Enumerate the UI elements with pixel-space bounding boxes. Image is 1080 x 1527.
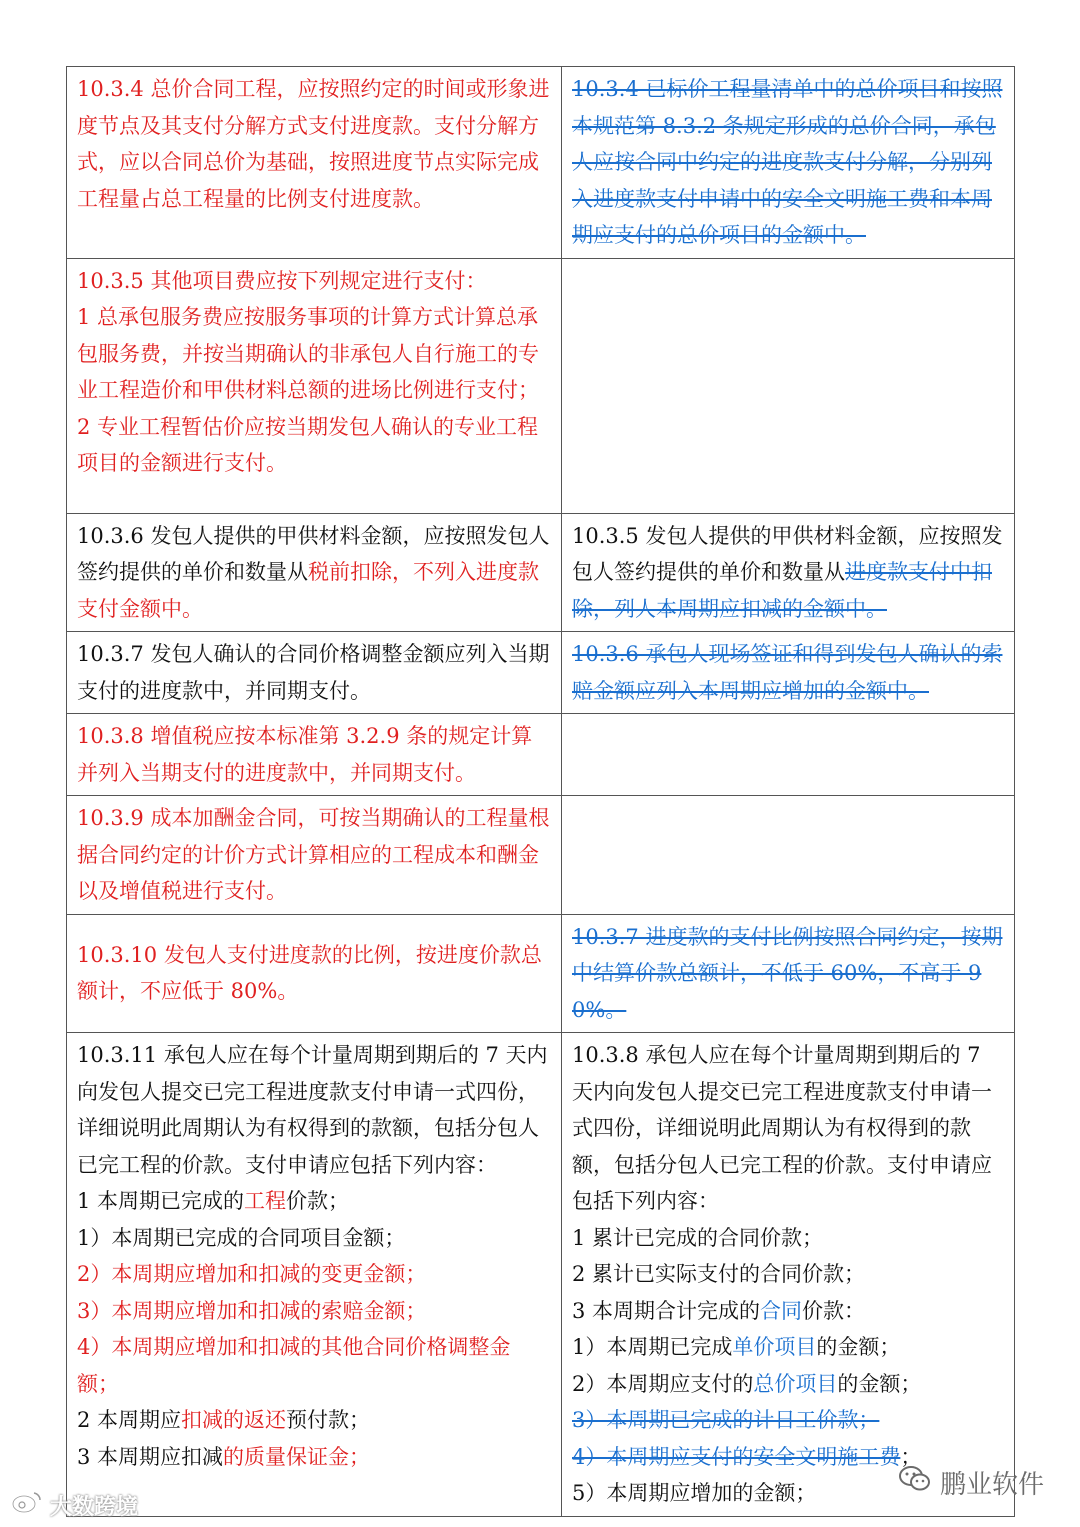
cell-paragraph <box>77 518 551 628</box>
text-run: 的金额； <box>816 1335 901 1359</box>
text-run: 10.3.8 承包人应在每个计量周期到期后的 7 天内向发包人提交已完工程进度款支付申请一式四份，详细说明此周期认为有权得到的款额，包括分包人已完工程的价款。支付申请应包括下列内容： <box>572 1043 992 1213</box>
text-run: 1 累计已完成的合同价款； <box>572 1225 824 1250</box>
text-run: 3）本周期应增加和扣减的索赔金额； <box>77 1298 427 1323</box>
text-run: 扣减的返还 <box>181 1408 287 1432</box>
cell-paragraph <box>572 1220 1004 1257</box>
text-run: 2）本周期应增加和扣减的变更金额； <box>77 1262 427 1286</box>
cell-paragraph <box>77 1256 551 1293</box>
cell-right <box>562 796 1015 915</box>
cell-paragraph <box>77 1439 551 1476</box>
cell-paragraph <box>572 1329 1004 1366</box>
table-row <box>67 796 1015 915</box>
cell-paragraph <box>77 1183 551 1220</box>
text-run: 10.3.5 其他项目费应按下列规定进行支付： <box>77 268 487 293</box>
watermark-brand-text: 鹏业软件 <box>939 1469 1044 1500</box>
cell-paragraph <box>77 800 551 910</box>
cell-paragraph <box>572 636 1004 709</box>
table-row <box>67 714 1015 796</box>
watermark-source <box>10 1488 138 1522</box>
table-row <box>67 632 1015 714</box>
cell-left <box>67 714 562 796</box>
text-run: 总价项目 <box>753 1371 838 1396</box>
cell-paragraph <box>77 1037 551 1183</box>
text-run: 10.3.6 发包人提供的甲供材料金额，应按照发包人签约提供的单价和数量从 <box>77 523 550 584</box>
text-run: 1）本周期已完成的合同项目金额； <box>77 1225 406 1250</box>
text-run: 单价项目 <box>732 1335 817 1359</box>
cell-right <box>562 632 1015 714</box>
text-run: 2 本周期应 <box>77 1408 182 1432</box>
cell-paragraph <box>572 71 1004 254</box>
cell-left <box>67 1033 562 1517</box>
text-run: 10.3.11 承包人应在每个计量周期到期后的 7 天内向发包人提交已完工程进度款支付申请一式四份，详细说明此周期认为有权得到的款额，包括分包人已完工程的价款。支付申请应包括下列内容： <box>77 1043 548 1177</box>
text-run: ； <box>900 1444 922 1469</box>
text-run: 3）本周期已完成的计日工价款； <box>572 1408 880 1432</box>
cell-left <box>67 914 562 1033</box>
text-run: 1 总承包服务费应按服务事项的计算方式计算总承包服务费，并按当期确认的非承包人自行施工的专业工程造价和甲供材料总额的进场比例进行支付； <box>77 305 539 402</box>
text-run: 10.3.9 成本加酬金合同，可按当期确认的工程量根据合同约定的计价方式计算相应的工程成本和酬金以及增值税进行支付。 <box>77 806 550 903</box>
text-run: 2 专业工程暂估价应按当期发包人确认的专业工程项目的金额进行支付。 <box>77 414 539 475</box>
cell-left <box>67 258 562 513</box>
text-run: 3 本周期合计完成的 <box>572 1298 761 1323</box>
cell-paragraph <box>77 409 551 482</box>
text-run: 工程 <box>244 1189 287 1213</box>
text-run: 5）本周期应增加的金额； <box>572 1481 817 1505</box>
text-run: 10.3.4 已标价工程量清单中的总价项目和按照本规范第 8.3.2 条规定形成的总价合同，承包人应按合同中约定的进度款支付分解，分别列入进度款支付申请中的安全文明施工费和本周期应支付的总价项目的金额中。 <box>572 77 1003 247</box>
text-run: 10.3.4 总价合同工程，应按照约定的时间或形象进度节点及其支付分解方式支付进度款。支付分解方式，应以合同总价为基础，按照进度节点实际完成工程量占总工程量的比例支付进度款。 <box>77 77 550 211</box>
text-run: 2）本周期应支付的 <box>572 1371 754 1396</box>
text-run: 价款： <box>802 1298 866 1323</box>
cell-paragraph <box>572 1366 1004 1403</box>
text-run: 1 本周期已完成的 <box>77 1189 245 1213</box>
wechat-icon <box>898 1464 932 1501</box>
watermark-brand <box>898 1460 1044 1504</box>
cell-paragraph <box>77 1293 551 1330</box>
text-run: 预付款； <box>286 1408 371 1432</box>
table-row <box>67 914 1015 1033</box>
text-run: 10.3.7 发包人确认的合同价格调整金额应列入当期支付的进度款中，并同期支付。 <box>77 642 550 703</box>
cell-right <box>562 1033 1015 1517</box>
watermark-source-text: 大数跨境 <box>50 1494 139 1520</box>
text-run: 4）本周期应增加和扣减的其他合同价格调整金额； <box>77 1335 511 1396</box>
comparison-table <box>66 66 1015 1517</box>
text-run: 10.3.8 增值税应按本标准第 3.2.9 条的规定计算并列入当期支付的进度款中，并同期支付。 <box>77 724 533 785</box>
weibo-icon <box>10 1489 44 1521</box>
cell-left <box>67 67 562 259</box>
cell-left <box>67 796 562 915</box>
cell-paragraph <box>572 1402 1004 1439</box>
text-run: 合同 <box>760 1298 803 1323</box>
text-run: 10.3.6 承包人现场签证和得到发包人确认的索赔金额应列入本周期应增加的金额中。 <box>572 642 1003 703</box>
text-run: 1）本周期已完成 <box>572 1335 733 1359</box>
text-run: 的质量保证金； <box>223 1444 371 1469</box>
table-row <box>67 258 1015 513</box>
cell-paragraph <box>77 636 551 709</box>
table-row <box>67 1033 1015 1517</box>
text-run: 10.3.7 进度款的支付比例按照合同约定，按期中结算价款总额计，不低于 60%，不高于 90%。 <box>572 924 1003 1022</box>
text-run: 税前扣除，不列入进度款支付金额中。 <box>77 560 539 621</box>
cell-paragraph <box>77 937 551 1010</box>
cell-paragraph <box>77 1402 551 1439</box>
cell-left <box>67 632 562 714</box>
text-run: 10.3.10 发包人支付进度款的比例，按进度价款总额计，不应低于 80%。 <box>77 942 542 1004</box>
cell-paragraph <box>572 919 1004 1029</box>
cell-right <box>562 67 1015 259</box>
text-run: 3 本周期应扣减 <box>77 1444 224 1469</box>
cell-left <box>67 513 562 632</box>
cell-paragraph <box>77 71 551 217</box>
cell-paragraph <box>77 299 551 409</box>
cell-paragraph <box>77 1329 551 1402</box>
cell-paragraph <box>572 1256 1004 1293</box>
cell-paragraph <box>572 518 1004 628</box>
cell-right <box>562 914 1015 1033</box>
text-run: 4）本周期应支付的安全文明施工费 <box>572 1444 901 1469</box>
text-run: 2 累计已实际支付的合同价款； <box>572 1262 866 1286</box>
cell-right <box>562 513 1015 632</box>
cell-paragraph <box>77 718 551 791</box>
table-row <box>67 67 1015 259</box>
text-run: 进度款支付中扣除，列人本周期应扣减的金额中。 <box>572 560 992 621</box>
table-row <box>67 513 1015 632</box>
text-run: 10.3.5 发包人提供的甲供材料金额，应按照发包人签约提供的单价和数量从 <box>572 523 1003 584</box>
cell-paragraph <box>572 1037 1004 1220</box>
cell-paragraph <box>572 1293 1004 1330</box>
cell-right <box>562 714 1015 796</box>
cell-right <box>562 258 1015 513</box>
cell-paragraph <box>77 263 551 300</box>
text-run: 的金额； <box>837 1371 922 1396</box>
text-run: 价款； <box>286 1189 350 1213</box>
cell-paragraph <box>77 1220 551 1257</box>
